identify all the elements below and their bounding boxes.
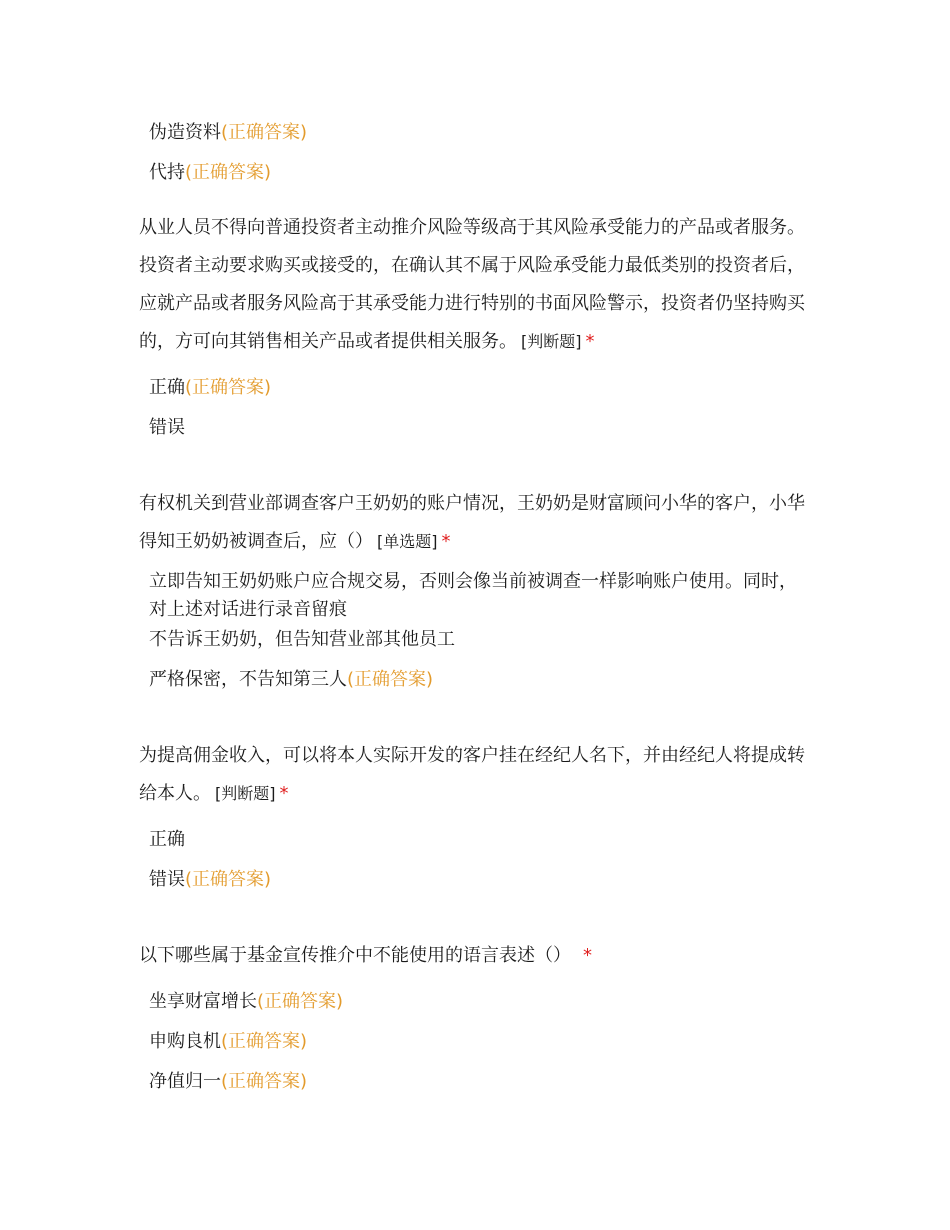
option-item [149,629,455,651]
question-text-block [139,737,819,813]
option-text: 净值归一 [149,1071,221,1092]
option-item [149,1031,307,1053]
question-text: 从业人员不得向普通投资者主动推介风险等级高于其风险承受能力的产品或者服务。投资者主动要求购买或接受的，在确认其不属于风险承受能力最低类别的投资者后，应就产品或者服务风险高于其承受能力进行特别的书面风险警示，投资者仍坚持购买的，方可向其销售相关产品或者提供相关服务。 [139,217,805,352]
question-type: [判断题] [521,332,582,351]
correct-answer-marker: (正确答案) [185,162,272,183]
option-text: 伪造资料 [149,122,221,143]
option-text: 正确 [149,829,185,850]
option-item [149,162,271,184]
option-text: 不告诉王奶奶，但告知营业部其他员工 [149,629,455,650]
question-text-block [139,937,819,975]
option-text: 立即告知王奶奶账户应合规交易，否则会像当前被调查一样影响账户使用。同时，对上述对话进行录音留痕 [149,571,797,620]
question-text: 有权机关到营业部调查客户王奶奶的账户情况，王奶奶是财富顾问小华的客户，小华得知王奶奶被调查后，应（） [139,493,805,552]
option-text: 正确 [149,377,185,398]
option-item [149,669,433,691]
option-text: 错误 [149,417,185,438]
option-item [149,417,185,439]
option-item [149,829,185,851]
option-text: 错误 [149,869,185,890]
option-text: 申购良机 [149,1031,221,1052]
option-item [149,568,799,624]
question-text: 以下哪些属于基金宣传推介中不能使用的语言表述（） [139,945,571,966]
question-text: 为提高佣金收入，可以将本人实际开发的客户挂在经纪人名下，并由经纪人将提成转给本人。 [139,745,805,804]
required-mark: * [585,331,595,352]
question-type: [判断题] [215,784,276,803]
option-item [149,377,271,399]
question-type: [单选题] [377,532,438,551]
question-text-block [139,209,819,361]
option-text: 代持 [149,162,185,183]
correct-answer-marker: (正确答案) [221,122,308,143]
option-item [149,869,271,891]
required-mark: * [583,945,592,966]
correct-answer-marker: (正确答案) [347,669,434,690]
option-text: 严格保密，不告知第三人 [149,669,347,690]
required-mark: * [279,783,289,804]
option-text: 坐享财富增长 [149,991,257,1012]
question-text-block [139,485,819,561]
correct-answer-marker: (正确答案) [221,1031,308,1052]
correct-answer-marker: (正确答案) [185,869,272,890]
option-item [149,122,307,144]
option-item [149,1071,307,1093]
correct-answer-marker: (正确答案) [221,1071,308,1092]
required-mark: * [441,531,451,552]
correct-answer-marker: (正确答案) [185,377,272,398]
option-item [149,991,343,1013]
correct-answer-marker: (正确答案) [257,991,344,1012]
